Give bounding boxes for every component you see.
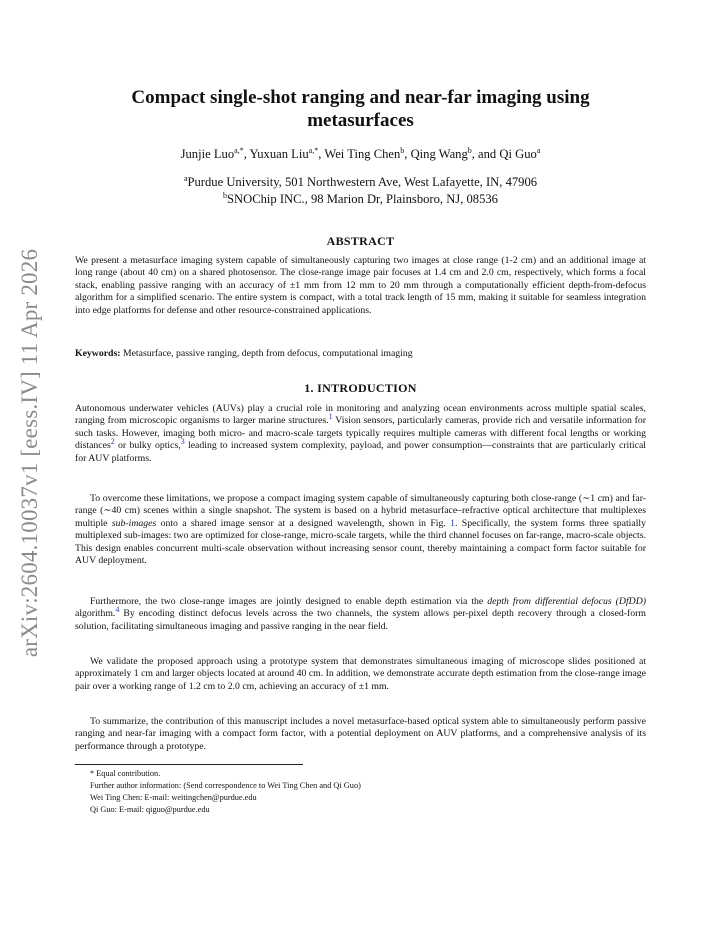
keywords-line	[75, 348, 646, 360]
footnote-email-chen[interactable]: Wei Ting Chen: E-mail: weitingchen@purdue.edu	[90, 793, 257, 802]
affiliation-a	[75, 174, 646, 190]
intro-paragraph-4: We validate the proposed approach using a prototype system that demonstrates simultaneous imaging of microscope slides positioned at approximately 1 cm and larger objects located at around 40 cm. In addition, we demonstrate accurate depth estimation from the close-range image pair over a working range of 1.2 cm to 2.0 cm, achieving an accuracy of ±1 mm.	[75, 656, 646, 692]
author-name: Yuxuan Liu	[249, 147, 309, 161]
paragraph-text: Autonomous underwater vehicles (AUVs) play a crucial role in monitoring and analyzing ocean environments across multiple spatial scales, ranging from microscopic organisms to larger marine structures.	[75, 403, 646, 427]
intro-paragraph-2	[75, 493, 646, 567]
citation-link[interactable]: 1	[328, 412, 333, 422]
affiliation-mark: a	[183, 173, 188, 183]
author-affil-mark: a	[536, 145, 541, 155]
title-line-1: Compact single-shot ranging and near-far imaging using	[131, 87, 590, 108]
author-separator: ,	[404, 147, 411, 161]
paragraph-text: algorithm.	[75, 608, 116, 620]
author-separator: ,	[243, 147, 250, 161]
author-affil-mark: a,*	[308, 145, 319, 155]
paper-title	[75, 86, 646, 132]
keywords-text: Metasurface, passive ranging, depth from defocus, computational imaging	[122, 348, 413, 359]
keywords-label: Keywords:	[75, 348, 121, 359]
intro-paragraph-5: To summarize, the contribution of this manuscript includes a novel metasurface-based optical system able to simultaneously perform passive ranging and near-far imaging with a compact form factor, with a potential deployment on AUV platforms, and a comprehensive analysis of its performance through a prototype.	[75, 716, 646, 752]
intro-paragraph-3	[75, 596, 646, 633]
paragraph-text: Furthermore, the two close-range images are jointly designed to enable depth estimation via the	[90, 596, 488, 607]
paragraph-text: To overcome these limitations, we propose a compact imaging system capable of simultaneously capturing both close-range (∼1 cm) and far-range (∼40 cm) scenes within a single snapshot. The system is based on a hybrid metasurface–refractive optical architecture that multiplexes multiple	[75, 493, 646, 529]
author-list	[75, 146, 646, 162]
author-name: Qing Wang	[410, 147, 468, 161]
citation-link[interactable]: 3	[180, 436, 185, 446]
abstract-heading: ABSTRACT	[326, 234, 395, 248]
footnote-author-info: Further author information: (Send correspondence to Wei Ting Chen and Qi Guo)	[90, 781, 361, 790]
paragraph-text: leading to increased system complexity, payload, and power consumption—constraints that are particularly critical for AUV platforms.	[75, 440, 647, 464]
abstract-text: We present a metasurface imaging system capable of simultaneously capturing two images at close range (1-2 cm) and an additional image at long range (about 40 cm) on a shared photosensor. The close-range image pair focuses at 1.4 cm and 2.0 cm, respectively, which forms a focal stack, enabling passive ranging with an accuracy of ±1 mm from 12 mm to 20 mm through a computationally efficient depth-from-defocus algorithm for a simplified scenario. The entire system is compact, with a total track length of 15 mm, making it suitable for seamless integration into edge platforms for defense and other resource-constrained applications.	[75, 255, 646, 316]
author-name: Wei Ting Chen	[324, 147, 401, 161]
affiliation-b	[75, 191, 646, 207]
paragraph-text: onto a shared image sensor at a designed wavelength, shown in Fig.	[156, 517, 451, 529]
author-affil-mark: b	[467, 145, 472, 155]
author-separator: , and	[471, 147, 500, 161]
author-name: Junjie Luo	[180, 147, 235, 161]
arxiv-identifier: arXiv:2604.10037v1 [eess.IV] 11 Apr 2026	[17, 248, 42, 658]
footnote-equal-contribution: * Equal contribution.	[90, 769, 161, 778]
citation-link[interactable]: 4	[115, 605, 120, 615]
paragraph-text: . Specifically, the system forms three spatially multiplexed sub-images: two are optimized for close-range, micro-scale targets, while the third channel focuses on far-range, macro-scale objects. This design enables concurrent multi-scale observation without increasing sensor count, thereby maintaining a compact form factor suitable for AUV deployment.	[75, 517, 647, 567]
affiliation-text: Purdue University, 501 Northwestern Ave, West Lafayette, IN, 47906	[187, 175, 538, 189]
paragraph-text: Vision sensors, particularly cameras, provide rich and versatile information for such tasks. However, imaging both micro- and macro-scale targets typically requires multiple cameras with different focal lengths or working distances	[75, 415, 647, 452]
footnote-email-guo[interactable]: Qi Guo: E-mail: qiguo@purdue.edu	[90, 805, 210, 814]
author-name: Qi Guo	[499, 147, 537, 161]
paragraph-text: or bulky optics,	[114, 440, 181, 452]
author-separator: ,	[318, 147, 325, 161]
author-affil-mark: b	[400, 145, 405, 155]
emphasis-text: depth from differential defocus (DfDD)	[487, 596, 646, 607]
author-affil-mark: a,*	[234, 145, 244, 155]
citation-link[interactable]: 2	[110, 436, 115, 446]
intro-paragraph-1	[75, 403, 646, 465]
footnote-divider	[75, 764, 303, 765]
arxiv-side-stamp	[12, 248, 48, 658]
emphasis-text: sub-images	[111, 517, 157, 529]
figure-link[interactable]: 1	[450, 517, 456, 529]
affiliation-text: SNOChip INC., 98 Marion Dr, Plainsboro, NJ, 08536	[227, 192, 498, 206]
affiliation-mark: b	[223, 190, 228, 200]
title-line-2: metasurfaces	[307, 110, 414, 131]
paragraph-text: By encoding distinct defocus levels across the two channels, the system allows per-pixel depth recovery through a closed-form solution, facilitating simultaneous imaging and passive ranging in the near field.	[75, 608, 646, 632]
section-heading-introduction: 1. INTRODUCTION	[304, 381, 417, 395]
